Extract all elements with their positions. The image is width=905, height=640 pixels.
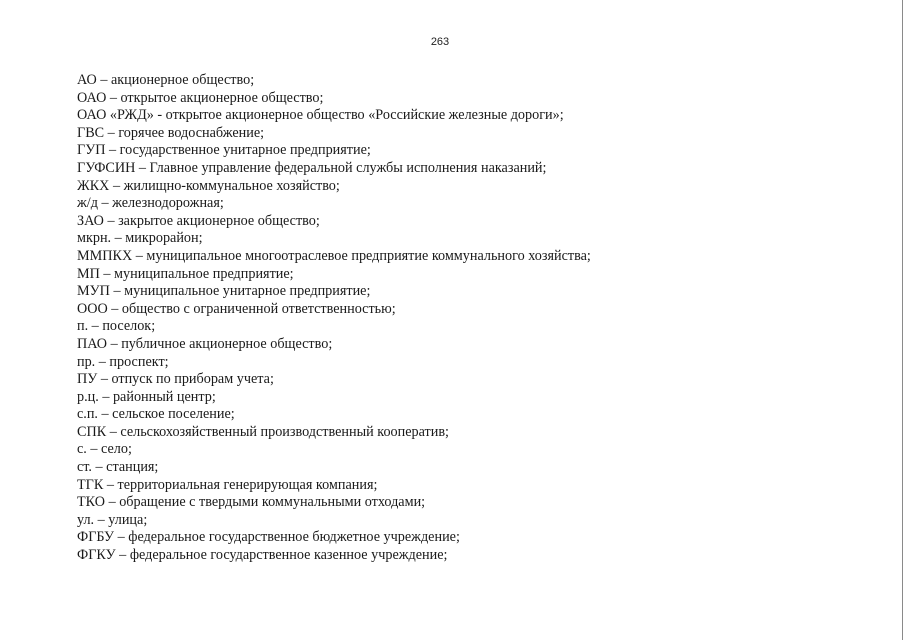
list-item: ГУП – государственное унитарное предприятие; [77,142,371,159]
page-edge-line [902,0,903,640]
list-item: АО – акционерное общество; [77,72,255,88]
list-item: ОАО – открытое акционерное общество; [77,89,324,106]
list-item: п. – поселок; [77,318,156,335]
list-item: ОАО «РЖД» - открытое акционерное общество «Российские железные дороги»; [77,107,564,124]
list-item: ФГКУ – федеральное государственное казенное учреждение; [77,547,448,564]
list-item: ГВС – горячее водоснабжение; [77,124,265,141]
list-item: МП – муниципальное предприятие; [77,265,294,282]
list-item: ТГК – территориальная генерирующая компания; [77,476,378,493]
list-item: с.п. – сельское поселение; [77,406,235,423]
list-item: р.ц. – районный центр; [77,388,216,405]
list-item: ГУФСИН – Главное управление федеральной службы исполнения наказаний; [77,159,547,176]
list-item: ТКО – обращение с твердыми коммунальными отходами; [77,494,426,511]
list-item: ООО – общество с ограниченной ответственностью; [77,300,396,317]
page-number: 263 [430,36,450,48]
list-item: ул. – улица; [77,511,148,528]
list-item: ЗАО – закрытое акционерное общество; [77,212,320,229]
list-item: ММПКХ – муниципальное многоотраслевое предприятие коммунального хозяйства; [77,247,591,264]
list-item: ст. – станция; [77,459,159,476]
abbreviations-list [77,72,591,565]
list-item: ЖКХ – жилищно-коммунальное хозяйство; [77,177,340,194]
list-item: ж/д – железнодорожная; [77,195,224,212]
list-item: с. – село; [77,441,132,458]
list-item: мкрн. – микрорайон; [77,230,203,247]
list-item: ФГБУ – федеральное государственное бюджетное учреждение; [77,529,460,546]
list-item: пр. – проспект; [77,353,169,370]
list-item: СПК – сельскохозяйственный производственный кооператив; [77,423,449,440]
list-item: ПАО – публичное акционерное общество; [77,335,333,352]
list-item: ПУ – отпуск по приборам учета; [77,371,274,388]
list-item: МУП – муниципальное унитарное предприятие; [77,283,371,300]
